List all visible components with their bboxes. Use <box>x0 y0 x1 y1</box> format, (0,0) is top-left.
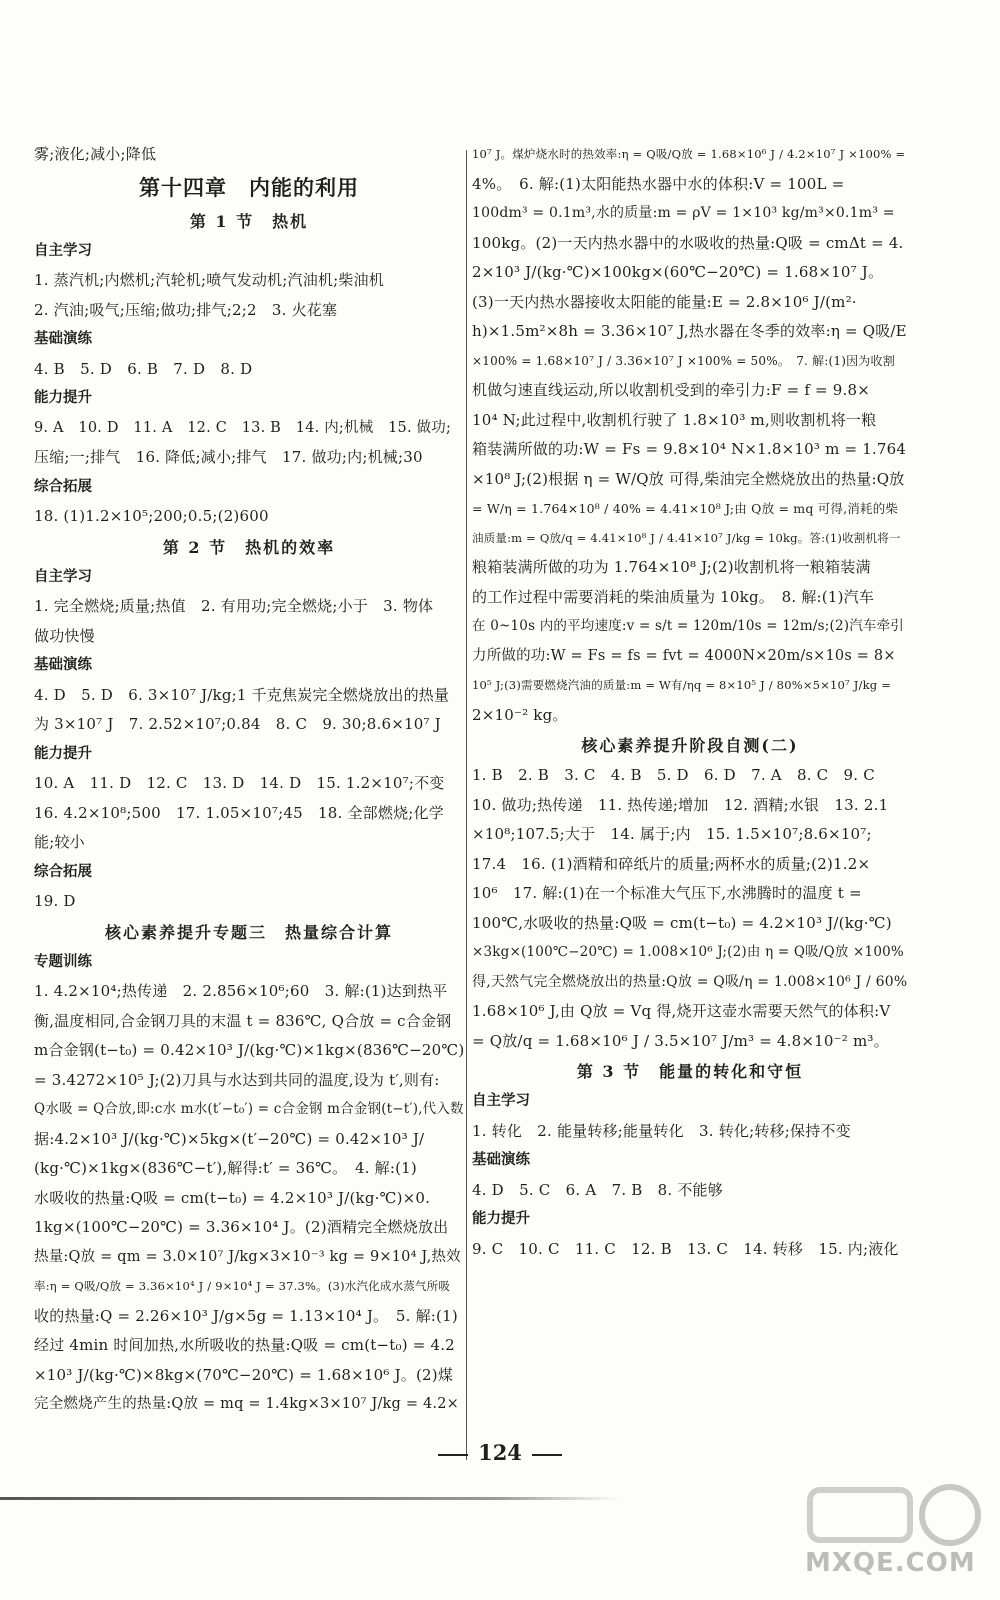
answer-line: 1. 转化 2. 能量转移;能量转化 3. 转化;转移;保持不变 <box>472 1121 851 1140</box>
answer-line: 水吸收的热量:Q吸 = cm(t−t₀) = 4.2×10³ J/(kg·℃)×0. <box>34 1188 431 1207</box>
answer-line: 4. B 5. D 6. B 7. D 8. D <box>34 359 253 378</box>
answer-line: ×10⁸;107.5;大于 14. 属于;内 15. 1.5×10⁷;8.6×10⁷; <box>472 825 872 843</box>
subsection-heading: 能力提升 <box>472 1211 530 1227</box>
subsection-heading: 综合拓展 <box>34 478 92 495</box>
answer-line: 1.68×10⁶ J,由 Q放 = Vq 得,烧开这壶水需要天然气的体积:V <box>472 1002 891 1020</box>
answer-line: 1. 完全燃烧;质量;热值 2. 有用功;完全燃烧;小于 3. 物体 <box>34 597 434 615</box>
answer-line: 的工作过程中需要消耗的柴油质量为 10kg。 8. 解:(1)汽车 <box>472 587 875 606</box>
answer-line: 19. D <box>34 892 76 910</box>
answer-line: m合金钢(t−t₀) = 0.42×10³ J/(kg·℃)×1kg×(836℃−20℃) <box>34 1041 465 1059</box>
answer-line: 机做匀速直线运动,所以收割机受到的牵引力:F = f = 9.8× <box>472 381 871 399</box>
answer-line: 压缩;一;排气 16. 降低;减小;排气 17. 做功;内;机械;30 <box>34 448 423 466</box>
answer-line: 9. A 10. D 11. A 12. C 13. B 14. 内;机械 15. 做功; <box>34 419 452 436</box>
page-number-dash-left <box>438 1454 468 1456</box>
answer-line: 9. C 10. C 11. C 12. B 13. C 14. 转移 15. 内;液化 <box>472 1239 899 1258</box>
answer-line: ×100% = 1.68×10⁷ J / 3.36×10⁷ J ×100% = 50%。 7. 解:(1)因为收割 <box>472 353 895 368</box>
subsection-heading: 专题训练 <box>34 953 92 970</box>
left-column <box>34 140 464 1420</box>
answer-line: 100kg。(2)一天内热水器中的水吸收的热量:Q吸 = cmΔt = 4. <box>472 233 904 252</box>
answer-line: 10⁴ N;此过程中,收割机行驶了 1.8×10³ m,则收割机将一粮 <box>472 410 877 429</box>
answer-line: 做功快慢 <box>34 626 95 645</box>
answer-line: 雾;液化;减小;降低 <box>34 145 157 163</box>
subsection-heading: 基础演练 <box>472 1152 530 1168</box>
answer-line: 100dm³ = 0.1m³,水的质量:m = ρV = 1×10³ kg/m³×0.1m³ = <box>472 205 895 221</box>
answer-line: 力所做的功:W = Fs = fs = fvt = 4000N×20m/s×10s = 8× <box>472 647 896 664</box>
subsection-heading: 自主学习 <box>34 568 92 585</box>
answer-line: = 3.4272×10⁵ J;(2)刀具与水达到共同的温度,设为 t′,则有: <box>34 1070 440 1089</box>
answer-line: ×10⁸ J;(2)根据 η = W/Q放 可得,柴油完全燃烧放出的热量:Q放 <box>472 469 905 488</box>
section-title: 第 3 节 能量的转化和守恒 <box>576 1062 804 1081</box>
answer-line: 18. (1)1.2×10⁵;200;0.5;(2)600 <box>34 507 269 525</box>
answer-line: 完全燃烧产生的热量:Q放 = mq = 1.4kg×3×10⁷ J/kg = 4.2× <box>34 1396 460 1412</box>
subsection-heading: 能力提升 <box>34 390 92 406</box>
answer-line: 10⁷ J。煤炉烧水时的热效率:η = Q吸/Q放 = 1.68×10⁶ J / 4.2×10⁷ J ×100% = <box>472 147 906 161</box>
answer-line: 4. D 5. C 6. A 7. B 8. 不能够 <box>472 1180 723 1199</box>
answer-line: 率:η = Q吸/Q放 = 3.36×10⁴ J / 9×10⁴ J = 37.3%。(3)水汽化成水蒸气所吸 <box>34 1279 451 1293</box>
answer-line: ×10³ J/(kg·℃)×8kg×(70℃−20℃) = 1.68×10⁶ J。(2)煤 <box>34 1365 454 1384</box>
answer-line: 4. D 5. D 6. 3×10⁷ J/kg;1 千克焦炭完全燃烧放出的热量 <box>34 685 450 704</box>
answer-line: h)×1.5m²×8h = 3.36×10⁷ J,热水器在冬季的效率:η = Q吸/E <box>472 322 907 340</box>
answer-line: 2×10⁻² kg。 <box>472 705 568 724</box>
answer-line: 1. B 2. B 3. C 4. B 5. D 6. D 7. A 8. C 9. C <box>472 766 875 784</box>
answer-line: 收的热量:Q = 2.26×10³ J/g×5g = 1.13×10⁴ J。 5. 解:(1) <box>34 1306 458 1325</box>
footer-rule <box>0 1497 620 1500</box>
right-column <box>472 140 908 1264</box>
answer-line: 10. A 11. D 12. C 13. D 14. D 15. 1.2×10⁷;不变 <box>34 774 445 792</box>
subsection-heading: 基础演练 <box>34 331 92 347</box>
answer-line: 热量:Q放 = qm = 3.0×10⁷ J/kg×3×10⁻³ kg = 9×10⁴ J,热效 <box>34 1248 461 1265</box>
answer-line: 100℃,水吸收的热量:Q吸 = cm(t−t₀) = 4.2×10³ J/(kg·℃) <box>472 913 892 932</box>
answer-line: 2×10³ J/(kg·℃)×100kg×(60℃−20℃) = 1.68×10⁷ J。 <box>472 263 884 281</box>
section-title: 第 2 节 热机的效率 <box>162 537 336 557</box>
answer-line: (kg·℃)×1kg×(836℃−t′),解得:t′ = 36℃。 4. 解:(1) <box>34 1159 417 1177</box>
subsection-heading: 自主学习 <box>34 242 92 259</box>
answer-line: 10⁵ J;(3)需要燃烧汽油的质量:m = W有/ηq = 8×10⁵ J / 80%×5×10⁷ J/kg = <box>472 678 892 692</box>
answer-line: 16. 4.2×10⁸;500 17. 1.05×10⁷;45 18. 全部燃烧;化学 <box>34 803 444 822</box>
section-title: 核心素养提升专题三 热量综合计算 <box>104 922 393 942</box>
answer-line: 经过 4min 时间加热,水所吸收的热量:Q吸 = cm(t−t₀) = 4.2 <box>34 1336 455 1354</box>
subsection-heading: 基础演练 <box>34 657 92 673</box>
column-divider <box>466 150 467 1460</box>
answer-line: 10⁶ 17. 解:(1)在一个标准大气压下,水沸腾时的温度 t = <box>472 884 862 902</box>
subsection-heading: 自主学习 <box>472 1093 530 1109</box>
answer-line: 1. 4.2×10⁴;热传递 2. 2.856×10⁶;60 3. 解:(1)达到热平 <box>34 982 448 1000</box>
page-number-dash-right <box>532 1454 562 1456</box>
answer-line: 2. 汽油;吸气;压缩;做功;排气;2;2 3. 火花塞 <box>34 300 338 319</box>
answer-line: 4%。 6. 解:(1)太阳能热水器中水的体积:V = 100L = <box>472 174 845 193</box>
answer-line: = Q放/q = 1.68×10⁶ J / 3.5×10⁷ J/m³ = 4.8×10⁻² m³。 <box>472 1031 889 1050</box>
page-number-text: 124 <box>478 1440 522 1465</box>
answer-line: 为 3×10⁷ J 7. 2.52×10⁷;0.84 8. C 9. 30;8.6×10⁷ J <box>34 715 441 733</box>
section-title: 核心素养提升阶段自测(二) <box>581 736 799 755</box>
answer-line: 粮箱装满所做的功为 1.764×10⁸ J;(2)收割机将一粮箱装满 <box>472 558 871 576</box>
answer-line: Q水吸 = Q合放,即:c水 m水(t′−t₀′) = c合金钢 m合金钢(t−t′),代入数 <box>34 1101 464 1117</box>
answer-line: 10. 做功;热传递 11. 热传递;增加 12. 酒精;水银 13. 2.1 <box>472 795 889 814</box>
answer-line: 能;较小 <box>34 833 85 851</box>
answer-line: 17.4 16. (1)酒精和碎纸片的质量;两杯水的质量;(2)1.2× <box>472 854 871 873</box>
section-title: 第 1 节 热机 <box>189 211 309 231</box>
watermark-text: MXQE.COM <box>805 1548 976 1578</box>
page-number <box>0 1440 1000 1465</box>
answer-line: 衡,温度相同,合金钢刀具的末温 t = 836℃, Q合放 = c合金钢 <box>34 1011 452 1030</box>
answer-line: ×3kg×(100℃−20℃) = 1.008×10⁶ J;(2)由 η = Q吸/Q放 ×100% <box>472 944 904 960</box>
answer-line: 得,天然气完全燃烧放出的热量:Q放 = Q吸/η = 1.008×10⁶ J / 60% <box>472 973 908 990</box>
subsection-heading: 综合拓展 <box>34 863 92 880</box>
answer-line: 据:4.2×10³ J/(kg·℃)×5kg×(t′−20℃) = 0.42×10³ J/ <box>34 1129 425 1148</box>
chapter-title: 第十四章 内能的利用 <box>139 174 359 200</box>
answer-line: 油质量:m = Q放/q = 4.41×10⁸ J / 4.41×10⁷ J/kg = 10kg。答:(1)收割机将一 <box>472 530 901 545</box>
answer-line: 在 0~10s 内的平均速度:v = s/t = 120m/10s = 12m/s;(2)汽车牵引 <box>472 618 904 634</box>
subsection-heading: 能力提升 <box>34 745 92 762</box>
answer-line: 1. 蒸汽机;内燃机;汽轮机;喷气发动机;汽油机;柴油机 <box>34 271 384 289</box>
answer-line: (3)一天内热水器接收太阳能的能量:E = 2.8×10⁶ J/(m²· <box>472 292 857 311</box>
answer-line: 1kg×(100℃−20℃) = 3.36×10⁴ J。(2)酒精完全燃烧放出 <box>34 1218 449 1236</box>
answer-line: 箱装满所做的功:W = Fs = 9.8×10⁴ N×1.8×10³ m = 1.764 <box>472 440 907 458</box>
answer-line: = W/η = 1.764×10⁸ / 40% = 4.41×10⁸ J;由 Q放 = mq 可得,消耗的柴 <box>472 501 899 516</box>
